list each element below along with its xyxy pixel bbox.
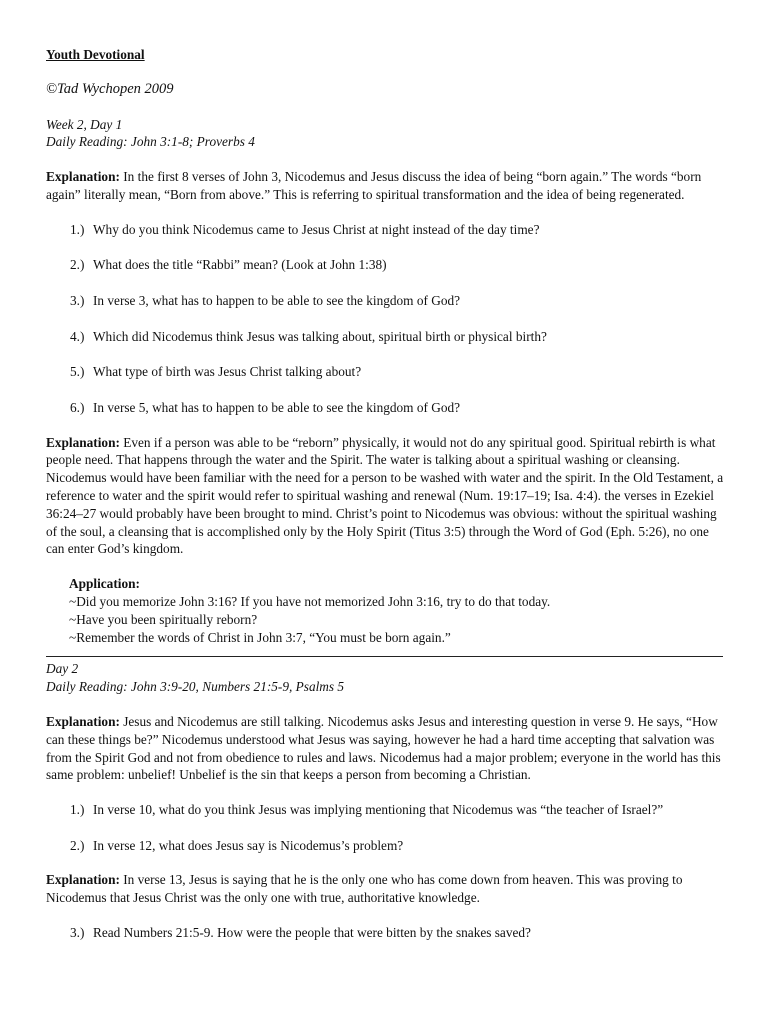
- question-number: 3.): [70, 925, 85, 941]
- question-item: [46, 837, 726, 855]
- day2-question-list-2: [46, 924, 726, 942]
- day2-explanation-1: [46, 713, 726, 784]
- day2-header: [46, 660, 726, 696]
- day2-label: Day 2: [46, 661, 79, 677]
- explanation-text: Jesus and Nicodemus are still talking. Nicodemus asks Jesus and interesting question in verse 9. He says, “How can these things be?” Nicodemus understood what Jesus was saying, however he had a hard time accepting that salvation was from the Spirit God and not from obedience to rules and laws. Nicodemus had a major problem; everyone in the world has this same problem: unbelief! Unbelief is the sin that keeps a person from becoming a Christian.: [46, 713, 721, 783]
- application-item: ~Remember the words of Christ in John 3:7, “You must be born again.”: [69, 629, 451, 645]
- question-item: [46, 801, 726, 819]
- day1-question-list: [46, 221, 726, 417]
- question-text: Read Numbers 21:5-9. How were the people that were bitten by the snakes saved?: [93, 925, 531, 941]
- explanation-text: In verse 13, Jesus is saying that he is the only one who has come down from heaven. This was proving to Nicodemus that Jesus Christ was the only one with true, authoritative knowledge.: [46, 872, 683, 906]
- day2-question-list: [46, 801, 726, 854]
- application-heading: Application:: [69, 576, 140, 592]
- question-text: In verse 3, what has to happen to be able to see the kingdom of God?: [93, 292, 461, 308]
- question-text: What type of birth was Jesus Christ talking about?: [93, 364, 362, 380]
- question-number: 3.): [70, 292, 85, 308]
- explanation-label: Explanation:: [46, 713, 120, 729]
- application-item: ~Did you memorize John 3:16? If you have not memorized John 3:16, try to do that today.: [69, 593, 551, 609]
- question-text: Why do you think Nicodemus came to Jesus Christ at night instead of the day time?: [93, 221, 540, 237]
- question-text: What does the title “Rabbi” mean? (Look at John 1:38): [93, 257, 387, 273]
- question-number: 1.): [70, 802, 85, 818]
- question-item: [46, 363, 726, 381]
- question-number: 5.): [70, 364, 85, 380]
- document-title: Youth Devotional: [46, 47, 145, 62]
- explanation-label: Explanation:: [46, 169, 120, 185]
- question-item: [46, 256, 726, 274]
- question-number: 4.): [70, 328, 85, 344]
- day2-explanation-2: [46, 871, 726, 907]
- explanation-label: Explanation:: [46, 434, 120, 450]
- day1-header: [46, 116, 726, 152]
- day1-explanation-2: [46, 434, 726, 559]
- question-number: 2.): [70, 257, 85, 273]
- explanation-text: Even if a person was able to be “reborn” physically, it would not do any spiritual good. Spiritual rebirth is what people need. That happens through the water and the Spirit. The water is talking about a spiritual washing or cleansing. Nicodemus would have been familiar with the need for a person to be washed with water and the spirit. In the Old Testament, a reference to water and the spirit would refer to spiritual washing and renewal (Num. 19:17–19; Isa. 4:4). the verses in Ezekiel 36:24–27 would probably have been brought to mind. Christ’s point to Nicodemus was obvious: without the spiritual washing of the soul, a cleansing that is accomplished only by the Holy Spirit (Titus 3:5) through the Word of God (Eph. 5:26), no one can enter God’s kingdom.: [46, 434, 724, 557]
- day1-reading: Daily Reading: John 3:1-8; Proverbs 4: [46, 134, 255, 150]
- application-item: ~Have you been spiritually reborn?: [69, 611, 258, 627]
- copyright-line: ©Tad Wychopen 2009: [46, 80, 174, 97]
- explanation-text: In the first 8 verses of John 3, Nicodemus and Jesus discuss the idea of being “born again.” The words “born again” literally mean, “Born from above.” This is referring to spiritual transformation and the idea of being regenerated.: [46, 169, 702, 202]
- day1-application: [46, 575, 726, 646]
- question-item: [46, 328, 726, 346]
- question-number: 2.): [70, 837, 85, 853]
- question-text: In verse 10, what do you think Jesus was implying mentioning that Nicodemus was “the teacher of Israel?”: [93, 802, 664, 818]
- question-number: 6.): [70, 399, 85, 415]
- section-divider: [46, 656, 723, 657]
- document-page: [46, 46, 726, 959]
- question-text: Which did Nicodemus think Jesus was talking about, spiritual birth or physical birth?: [93, 328, 547, 344]
- question-item: [46, 924, 726, 942]
- explanation-label: Explanation:: [46, 872, 120, 888]
- question-text: In verse 12, what does Jesus say is Nicodemus’s problem?: [93, 837, 404, 853]
- question-item: [46, 221, 726, 239]
- day1-week-label: Week 2, Day 1: [46, 116, 123, 132]
- question-item: [46, 292, 726, 310]
- question-text: In verse 5, what has to happen to be able to see the kingdom of God?: [93, 399, 461, 415]
- question-number: 1.): [70, 221, 85, 237]
- day1-explanation-1: [46, 168, 726, 204]
- day2-reading: Daily Reading: John 3:9-20, Numbers 21:5-9, Psalms 5: [46, 679, 345, 695]
- question-item: [46, 399, 726, 417]
